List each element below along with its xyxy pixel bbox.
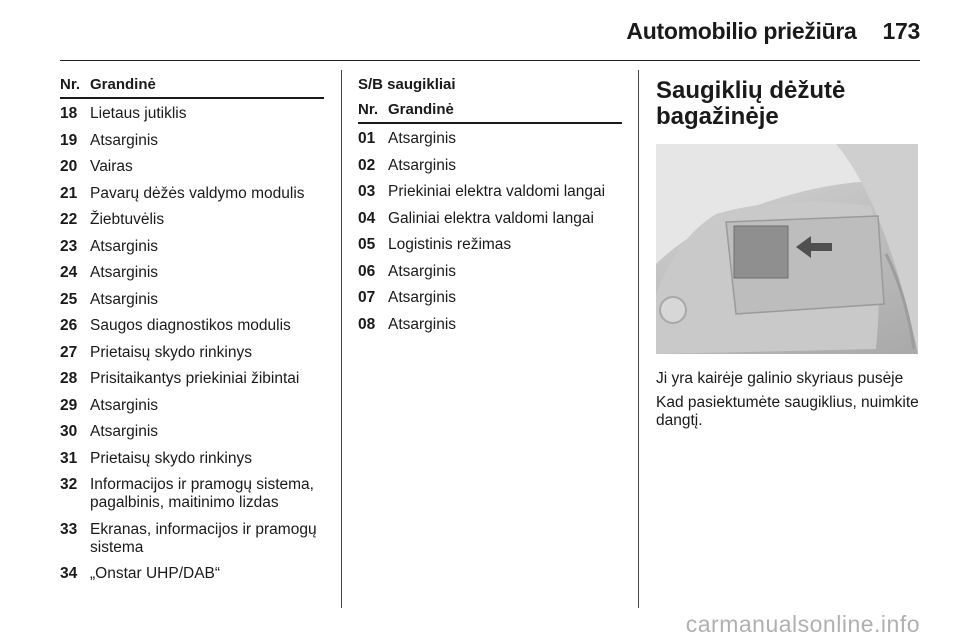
fuse-number: 32 [60, 476, 78, 493]
middle-fuse-list [358, 130, 622, 334]
access-paragraph: Kad pasiektumėte saugiklius, nuimkite dangtį. [656, 394, 919, 429]
col-circuit-header: Grandinė [388, 101, 454, 118]
fuse-circuit: Atsarginis [90, 423, 159, 440]
middle-table-header [358, 101, 622, 124]
fuse-circuit: Atsarginis [90, 264, 159, 281]
fuse-number: 24 [60, 264, 78, 281]
fuse-row [60, 105, 324, 123]
fuse-row [358, 263, 622, 281]
fuse-row [60, 158, 324, 176]
left-table-header [60, 76, 324, 99]
fuse-number: 23 [60, 237, 78, 255]
site-watermark: carmanualsonline.info [685, 611, 920, 637]
page-header [626, 14, 920, 48]
fuse-circuit: Saugos diagnostikos modulis [90, 317, 291, 334]
fuse-circuit: Prisitaikantys priekiniai žibintai [90, 370, 300, 387]
fuse-circuit: „Onstar UHP/DAB“ [90, 565, 221, 582]
fuse-circuit: Atsarginis [388, 262, 457, 280]
fuse-number: 28 [60, 370, 78, 387]
fuse-number: 19 [60, 131, 78, 149]
fuse-number: 25 [60, 290, 78, 308]
header-divider [60, 60, 920, 61]
fuse-row [60, 423, 324, 441]
column-divider-1 [341, 70, 342, 608]
col-nr-header: Nr. [60, 76, 81, 93]
fuse-circuit: Atsarginis [388, 289, 457, 306]
fuse-circuit: Galiniai elektra valdomi langai [388, 209, 594, 227]
fuse-circuit: Prietaisų skydo rinkinys [90, 343, 252, 361]
fuse-circuit: Atsarginis [388, 130, 457, 147]
fuse-number: 07 [358, 289, 376, 306]
fuse-row [60, 344, 324, 362]
fuse-number: 01 [358, 130, 376, 147]
middle-column [358, 76, 622, 342]
fuse-number: 05 [358, 236, 376, 253]
fuse-row [358, 316, 622, 334]
fuse-number: 02 [358, 156, 376, 174]
fuse-row [60, 476, 324, 512]
fuse-row [60, 317, 324, 335]
fuse-number: 18 [60, 105, 78, 122]
left-column [60, 76, 324, 592]
trunk-fusebox-photo [656, 144, 918, 354]
col-circuit-header: Grandinė [90, 76, 156, 93]
section-title-header: Automobilio priežiūra [626, 17, 857, 44]
fuse-row [60, 450, 324, 468]
fuse-row [358, 183, 622, 201]
fuse-number: 26 [60, 317, 78, 334]
fuse-circuit: Atsarginis [90, 131, 159, 149]
fuse-number: 33 [60, 520, 78, 538]
fuse-number: 06 [358, 262, 376, 280]
fuse-circuit: Pavarų dėžės valdymo modulis [90, 184, 305, 202]
sb-fuses-subheading: S/B saugikliai [358, 76, 456, 93]
fuse-number: 31 [60, 449, 78, 467]
fuse-row [60, 397, 324, 415]
fuse-row [358, 210, 622, 228]
fuse-row [60, 132, 324, 150]
fuse-row [60, 264, 324, 282]
fuse-number: 22 [60, 211, 78, 228]
fuse-circuit: Informacijos ir pramogų sistema, pagalbinis, maitinimo lizdas [90, 476, 314, 511]
fuse-number: 21 [60, 184, 78, 202]
fuse-number: 08 [358, 315, 376, 333]
fuse-row [358, 236, 622, 254]
fuse-circuit: Atsarginis [90, 396, 159, 414]
fuse-row [358, 289, 622, 307]
fuse-row [60, 211, 324, 229]
fuse-number: 29 [60, 396, 78, 414]
fuse-circuit: Lietaus jutiklis [90, 105, 187, 122]
fuse-number: 04 [358, 209, 376, 227]
fuse-circuit: Logistinis režimas [388, 236, 512, 253]
col-nr-header: Nr. [358, 101, 379, 118]
fuse-number: 30 [60, 423, 78, 440]
fuse-circuit: Vairas [90, 158, 133, 175]
left-fuse-list [60, 105, 324, 583]
trunk-fusebox-title: Saugiklių dėžutė bagažinėje [656, 77, 846, 130]
fuse-circuit: Atsarginis [90, 237, 159, 255]
fuse-circuit: Atsarginis [388, 315, 457, 333]
fuse-number: 27 [60, 343, 78, 361]
fuse-row [60, 185, 324, 203]
location-paragraph: Ji yra kairėje galinio skyriaus pusėje [656, 370, 904, 387]
fuse-row [60, 370, 324, 388]
fuse-row [358, 157, 622, 175]
fuse-circuit: Prietaisų skydo rinkinys [90, 449, 252, 467]
fuse-circuit: Atsarginis [388, 156, 457, 174]
fuse-circuit: Žiebtuvėlis [90, 211, 165, 228]
fuse-row [60, 565, 324, 583]
fuse-circuit: Priekiniai elektra valdomi langai [388, 183, 606, 200]
fuse-row [60, 521, 324, 557]
fuse-number: 03 [358, 183, 376, 200]
page-number: 173 [882, 17, 920, 44]
fuse-circuit: Atsarginis [90, 290, 159, 308]
fuse-row [60, 238, 324, 256]
fuse-row [60, 291, 324, 309]
right-column [656, 78, 920, 436]
fuse-number: 20 [60, 158, 78, 175]
fuse-row [358, 130, 622, 148]
column-divider-2 [638, 70, 639, 608]
fuse-circuit: Ekranas, informacijos ir pramogų sistema [90, 520, 317, 556]
fuse-number: 34 [60, 565, 78, 582]
